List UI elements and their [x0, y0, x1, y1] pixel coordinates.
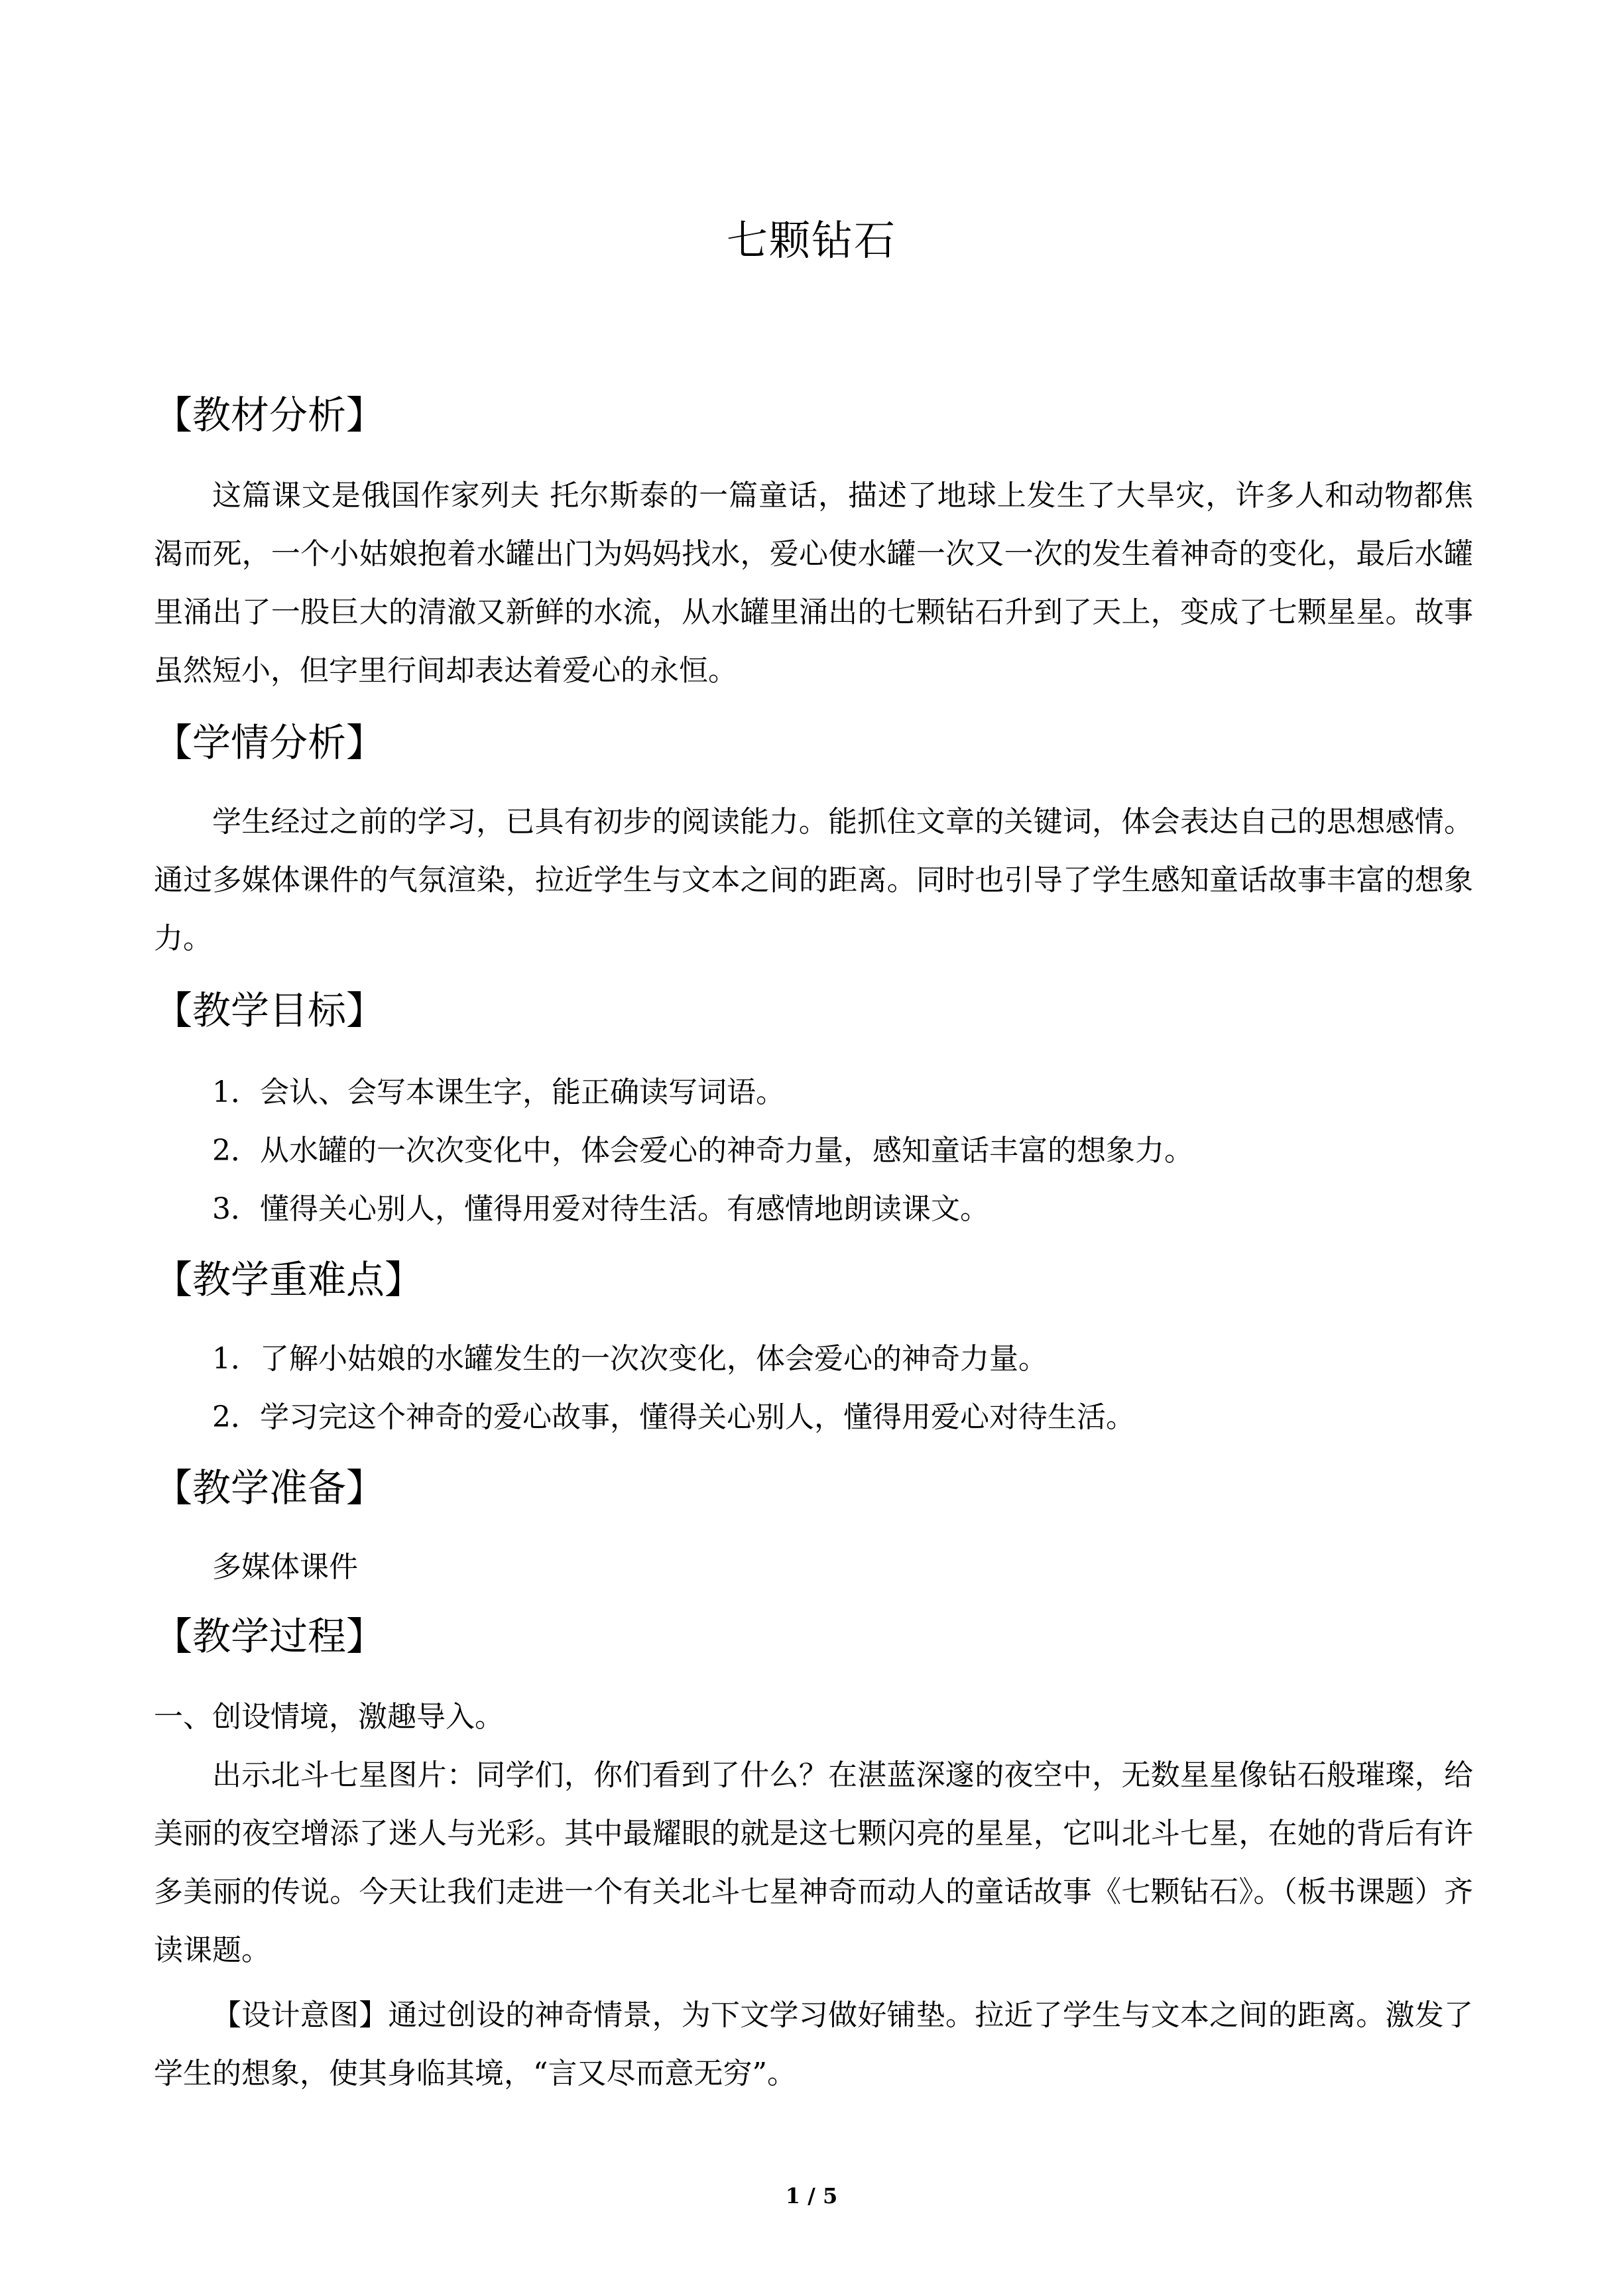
key-point-item: 1．了解小姑娘的水罐发生的一次次变化，体会爱心的神奇力量。 [212, 1342, 1048, 1376]
page-number: 1 / 5 [785, 2183, 838, 2208]
heading-student-analysis: 【学情分析】 [154, 720, 385, 765]
process-step-paragraph: 出示北斗七星图片：同学们，你们看到了什么？在湛蓝深邃的夜空中，无数星星像钻石般璀璨，给美丽的夜空增添了迷人与光彩。其中最耀眼的就是这七颗闪亮的星星，它叫北斗七星，在她的背后有许多美丽的传说。今天让我们走进一个有关北斗七星神奇而动人的童话故事《七颗钻石》。（板书课题）齐读课题。 [154, 1758, 1473, 1967]
page-title: 七颗钻石 [726, 216, 896, 265]
objective-item: 1．会认、会写本课生字，能正确读写词语。 [212, 1075, 785, 1109]
objective-item: 2．从水罐的一次次变化中，体会爱心的神奇力量，感知童话丰富的想象力。 [212, 1134, 1193, 1168]
material-analysis-paragraph: 这篇课文是俄国作家列夫 托尔斯泰的一篇童话，描述了地球上发生了大旱灾，许多人和动物都焦渴而死，一个小姑娘抱着水罐出门为妈妈找水，爱心使水罐一次又一次的发生着神奇的变化，最后水罐里涌出了一股巨大的清澈又新鲜的水流，从水罐里涌出的七颗钻石升到了天上，变成了七颗星星。故事虽然短小，但字里行间却表达着爱心的永恒。 [154, 479, 1473, 688]
design-intent-paragraph: 【设计意图】通过创设的神奇情景，为下文学习做好铺垫。拉近了学生与文本之间的距离。激发了学生的想象，使其身临其境，“言又尽而意无穷”。 [154, 1998, 1473, 2090]
heading-key-points: 【教学重难点】 [154, 1257, 424, 1302]
heading-material-analysis: 【教材分析】 [154, 393, 385, 438]
objective-item: 3．懂得关心别人，懂得用爱对待生活。有感情地朗读课文。 [212, 1192, 989, 1226]
heading-preparation: 【教学准备】 [154, 1465, 385, 1510]
heading-process: 【教学过程】 [154, 1614, 385, 1659]
heading-objectives: 【教学目标】 [154, 988, 385, 1033]
student-analysis-paragraph: 学生经过之前的学习，已具有初步的阅读能力。能抓住文章的关键词，体会表达自己的思想感情。通过多媒体课件的气氛渲染，拉近学生与文本之间的距离。同时也引导了学生感知童话故事丰富的想象力。 [154, 805, 1473, 955]
key-point-item: 2．学习完这个神奇的爱心故事，懂得关心别人，懂得用爱心对待生活。 [212, 1400, 1135, 1434]
preparation-text: 多媒体课件 [212, 1550, 358, 1584]
process-step-title: 一、创设情境，激趣导入。 [154, 1700, 504, 1734]
